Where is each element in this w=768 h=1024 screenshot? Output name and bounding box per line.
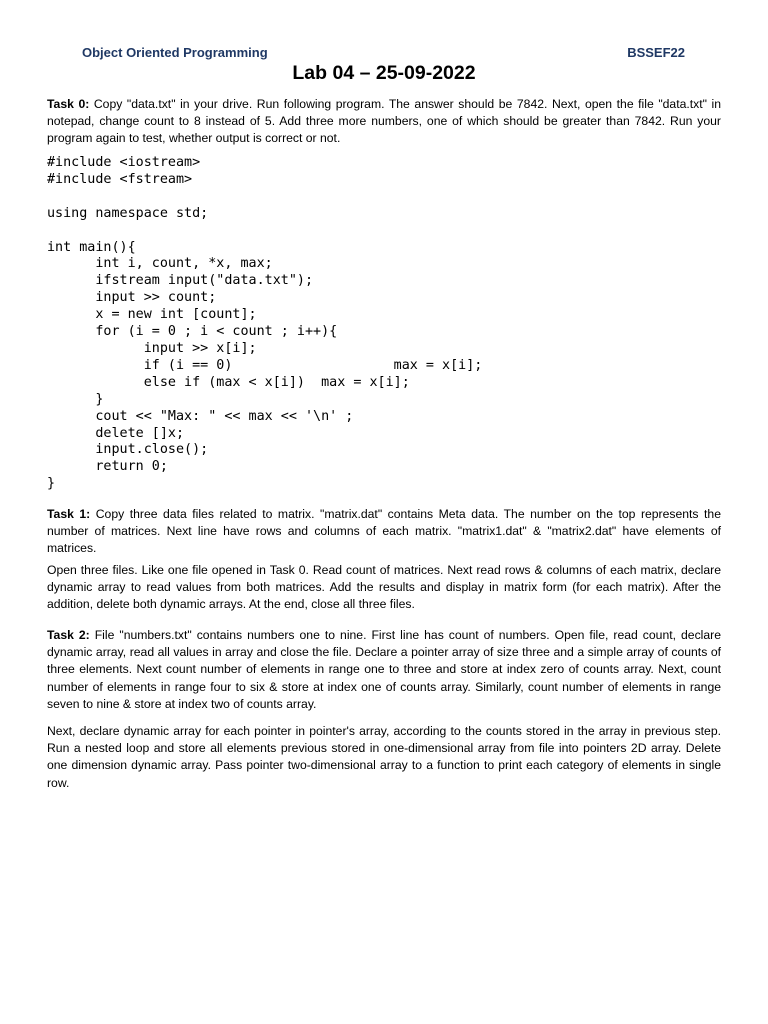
task1-paragraph-2: Open three files. Like one file opened in Task 0. Read count of matrices. Next read rows & columns of each matrix, declare dynamic array to read values from both matrices. Add the results and display in matrix form (for each matrix). After the addition, delete both dynamic arrays. At the end, close all three files. bbox=[47, 563, 721, 612]
task2-label: Task 2: bbox=[47, 628, 90, 642]
code-block: #include <iostream> #include <fstream> using namespace std; int main(){ int i, count, *x, max; ifstream input("data.txt"); input >> count; x = new int [count]; for (i = 0 ; i < count ; i++){ input >> x[i]; if (i == 0) max = x[i]; else if (max < x[i]) max = x[i]; } cout << "Max: " << max << '\n' ; delete []x; input.close(); return 0; } bbox=[47, 155, 483, 492]
task1-label: Task 1: bbox=[47, 507, 91, 521]
task0-paragraph bbox=[47, 96, 721, 148]
task2-text: File "numbers.txt" contains numbers one to nine. First line has count of numbers. Open file, read count, declare dynamic array, read all values in array and close the file. Declare a pointer array of size three and a simple array of counts of three elements. Next count number of elements in range one to three and store at index zero of counts array. Next, count number of elements in range four to six & store at index one of counts array. Similarly, count number of elements in range seven to nine & store at index two of counts array. bbox=[47, 628, 721, 711]
section-code: BSSEF22 bbox=[627, 45, 685, 60]
task0-text: Copy "data.txt" in your drive. Run following program. The answer should be 7842. Next, open the file "data.txt" in notepad, change count to 8 instead of 5. Add three more numbers, one of which should be greater than 7842. Run your program again to test, whether output is correct or not. bbox=[47, 97, 721, 146]
task0-label: Task 0: bbox=[47, 97, 90, 111]
task2-paragraph-2: Next, declare dynamic array for each pointer in pointer's array, according to the counts stored in the array in previous step. Run a nested loop and store all elements previous stored in one-dimensional array from file into pointers 2D array. Delete one dimension dynamic array. Pass pointer two-dimensional array to a function to print each category of elements in single row. bbox=[47, 724, 721, 790]
task2-paragraph bbox=[47, 627, 721, 713]
task1-paragraph bbox=[47, 506, 721, 558]
course-name: Object Oriented Programming bbox=[82, 45, 268, 60]
task1-text: Copy three data files related to matrix. "matrix.dat" contains Meta data. The number on the top represents the number of matrices. Next line have rows and columns of each matrix. "matrix1.dat" & "matrix2.dat" have elements of matrices. bbox=[47, 507, 721, 556]
page-title: Lab 04 – 25-09-2022 bbox=[292, 62, 476, 84]
